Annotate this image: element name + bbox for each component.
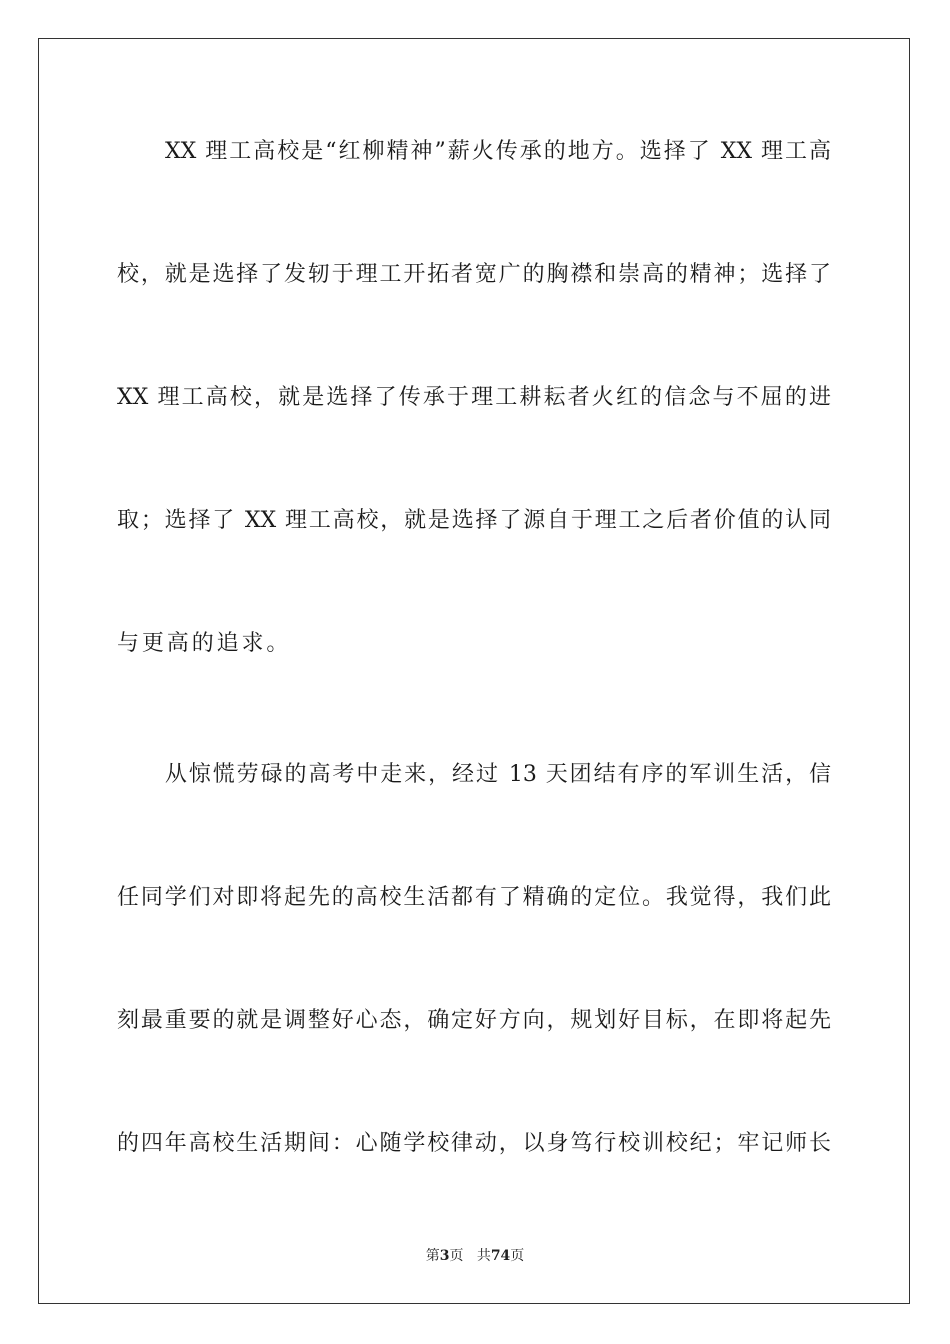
body-line-1: XX 理工高校是“红柳精神”薪火传承的地方。选择了 XX 理工高 — [117, 139, 831, 164]
footer-total-prefix: 共 — [476, 1248, 491, 1264]
footer-total-suffix: 页 — [510, 1248, 525, 1264]
body-line-5: 与更高的追求。 — [117, 631, 292, 656]
body-line-3: XX 理工高校，就是选择了传承于理工耕耘者火红的信念与不屈的进 — [117, 385, 831, 410]
footer-page-prefix: 第 — [425, 1248, 440, 1264]
footer-page-number: 3 — [439, 1248, 450, 1264]
page-frame — [38, 38, 910, 1304]
body-line-4: 取；选择了 XX 理工高校，就是选择了源自于理工之后者价值的认同 — [117, 508, 831, 533]
footer-total-number: 74 — [490, 1248, 511, 1264]
footer-page-suffix: 页 — [449, 1248, 464, 1264]
body-line-2: 校，就是选择了发轫于理工开拓者宽广的胸襟和崇高的精神；选择了 — [117, 262, 831, 287]
body-line-6: 从惊慌劳碌的高考中走来，经过 13 天团结有序的军训生活，信 — [117, 762, 831, 787]
body-line-7: 任同学们对即将起先的高校生活都有了精确的定位。我觉得，我们此 — [117, 885, 831, 910]
body-line-9: 的四年高校生活期间：心随学校律动，以身笃行校训校纪；牢记师长 — [117, 1131, 831, 1156]
body-line-8: 刻最重要的就是调整好心态，确定好方向，规划好目标，在即将起先 — [117, 1008, 831, 1033]
page-footer — [0, 1247, 950, 1265]
